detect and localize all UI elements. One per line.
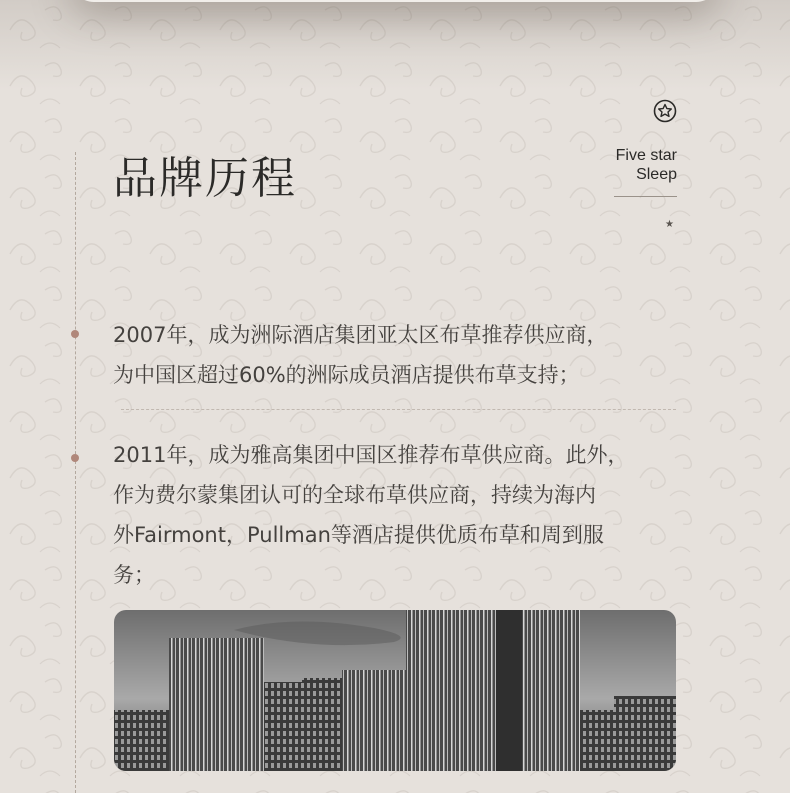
top-card [70,0,720,2]
badge-line-1: Five star [615,147,677,164]
badge-line-2: Sleep [636,166,677,183]
brand-badge [616,146,677,184]
timeline-line [75,152,76,793]
page-title: 品牌历程 [113,153,297,204]
badge-divider [614,196,677,197]
city-skyline-image [114,610,676,771]
timeline-entry-2007: 2007年，成为洲际酒店集团亚太区布草推荐供应商， 为中国区超过60%的洲际成员酒店提供布草支持； [113,323,608,387]
timeline-dot [71,330,79,338]
timeline-entry-2011: 2011年，成为雅高集团中国区推荐布草供应商。此外， 作为费尔蒙集团认可的全球布草供应商，持续为海内 外Fairmont，Pullman等酒店提供优质布草和周到服 务； [113,443,629,587]
star-circle-icon [653,99,677,123]
entry-divider [121,409,676,410]
top-shadow [0,0,790,90]
star-icon: ★ [665,219,674,230]
timeline-dot [71,454,79,462]
